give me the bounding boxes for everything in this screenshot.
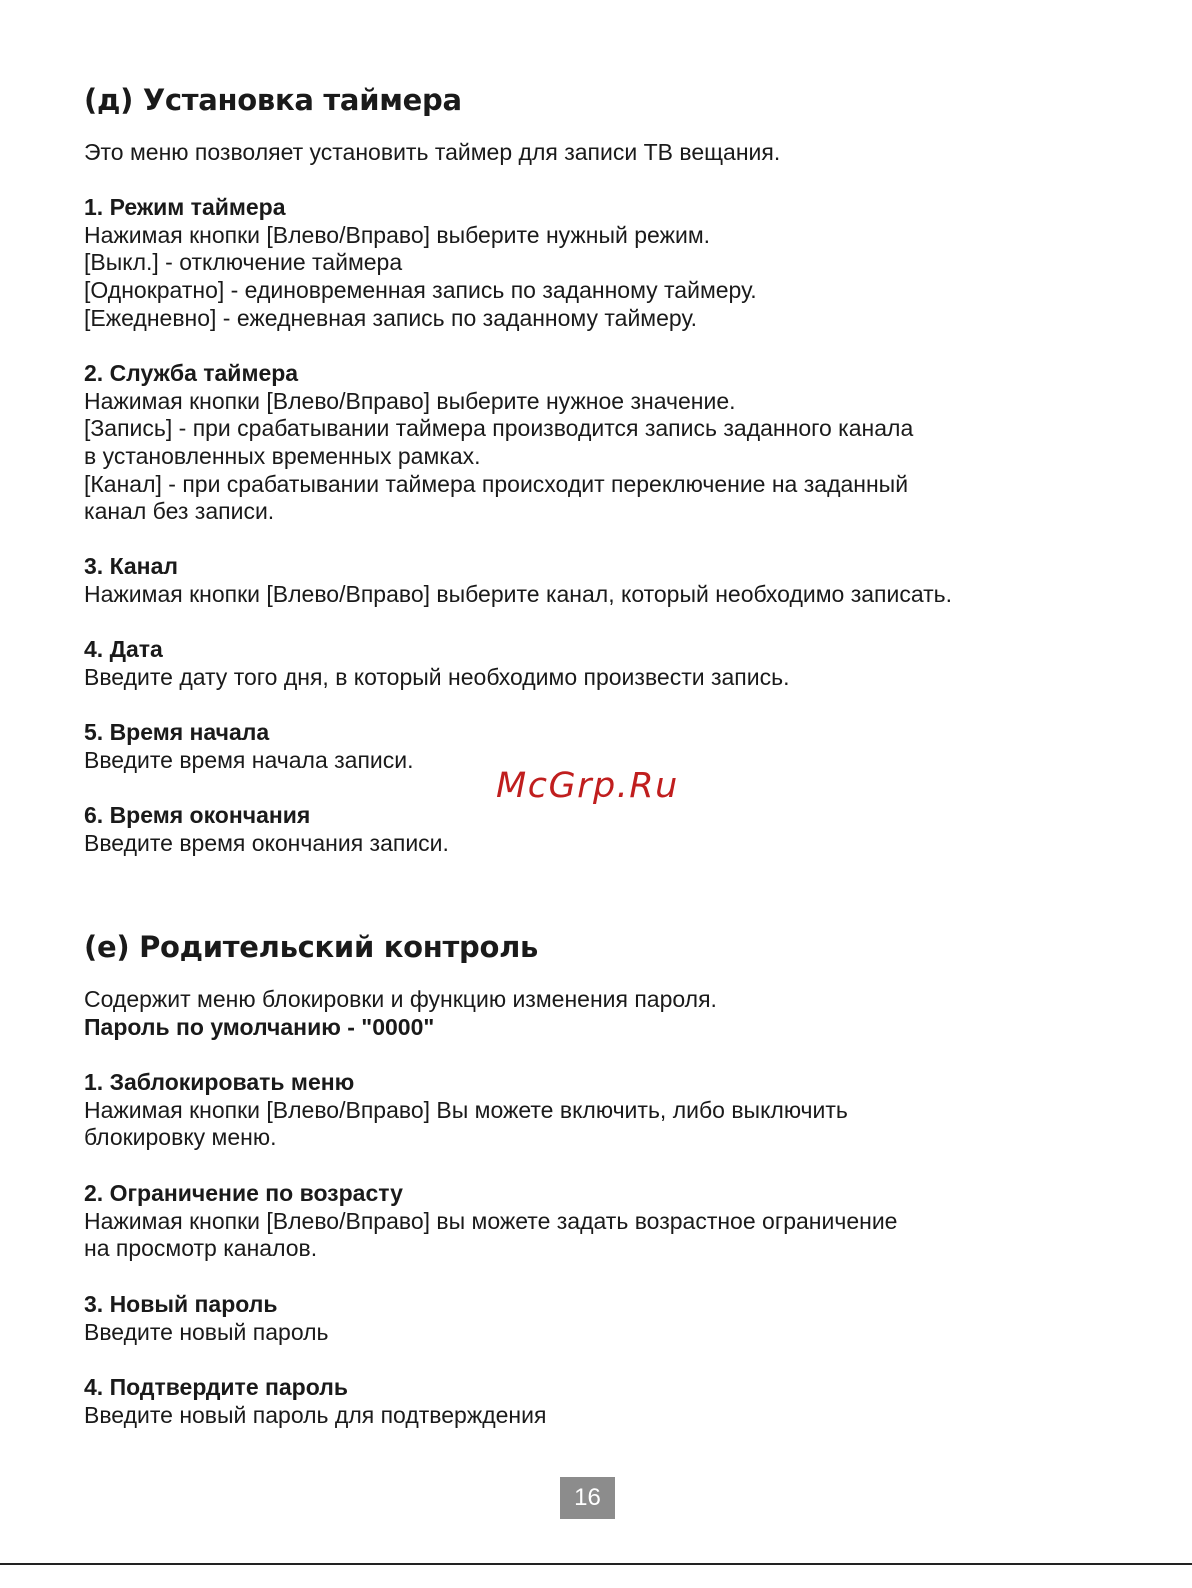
age-limit-block xyxy=(84,1180,897,1263)
item-heading: 4. Дата xyxy=(84,636,163,662)
end-time-block xyxy=(84,802,449,857)
page-number: 16 xyxy=(560,1477,615,1519)
section-d-intro: Это меню позволяет установить таймер для записи ТВ вещания. xyxy=(84,139,781,165)
start-time-block xyxy=(84,719,414,774)
item-line: Введите время окончания записи. xyxy=(84,829,449,856)
watermark-text: McGrp.Ru xyxy=(496,766,679,806)
item-line: [Ежедневно] - ежедневная запись по заданному таймеру. xyxy=(84,304,698,331)
item-line: Нажимая кнопки [Влево/Вправо] выберите нужное значение. xyxy=(84,387,736,414)
item-heading: 5. Время начала xyxy=(84,719,270,745)
item-heading: 2. Служба таймера xyxy=(84,360,299,386)
item-heading: 3. Канал xyxy=(84,553,178,579)
item-line: [Запись] - при срабатывании таймера производится запись заданного канала xyxy=(84,415,914,442)
confirm-password-block xyxy=(84,1374,546,1429)
item-line: Нажимая кнопки [Влево/Вправо] выберите нужный режим. xyxy=(84,221,711,248)
bottom-divider xyxy=(0,1563,1192,1565)
item-line: блокировку меню. xyxy=(84,1124,277,1151)
item-line: на просмотр каналов. xyxy=(84,1235,318,1262)
item-line: Нажимая кнопки [Влево/Вправо] вы можете задать возрастное ограничение xyxy=(84,1207,898,1234)
item-heading: 1. Заблокировать меню xyxy=(84,1069,355,1095)
item-line: канал без записи. xyxy=(84,498,275,525)
item-heading: 2. Ограничение по возрасту xyxy=(84,1180,403,1206)
item-heading: 1. Режим таймера xyxy=(84,194,286,220)
section-e-intro: Содержит меню блокировки и функцию изменения пароля. xyxy=(84,986,717,1012)
item-line: Нажимая кнопки [Влево/Вправо] Вы можете включить, либо выключить xyxy=(84,1096,848,1123)
channel-block xyxy=(84,553,952,608)
item-line: Введите новый пароль для подтверждения xyxy=(84,1401,547,1428)
item-line: Нажимая кнопки [Влево/Вправо] выберите канал, который необходимо записать. xyxy=(84,580,953,607)
timer-service-block xyxy=(84,360,913,526)
item-line: Введите дату того дня, в который необходимо произвести запись. xyxy=(84,663,790,690)
section-e-intro-block xyxy=(84,986,717,1041)
item-line: [Канал] - при срабатывании таймера происходит переключение на заданный xyxy=(84,470,909,497)
item-line: [Выкл.] - отключение таймера xyxy=(84,249,403,276)
section-d-title: (д) Установка таймера xyxy=(84,83,462,117)
item-line: Введите новый пароль xyxy=(84,1318,329,1345)
item-line: Введите время начала записи. xyxy=(84,746,414,773)
date-block xyxy=(84,636,790,691)
lock-menu-block xyxy=(84,1069,848,1152)
item-line: в установленных временных рамках. xyxy=(84,443,481,470)
item-heading: 6. Время окончания xyxy=(84,802,311,828)
section-e-title: (е) Родительский контроль xyxy=(84,930,539,964)
item-heading: 3. Новый пароль xyxy=(84,1291,278,1317)
item-heading: 4. Подтвердите пароль xyxy=(84,1374,348,1400)
new-password-block xyxy=(84,1291,329,1346)
item-line: [Однократно] - единовременная запись по заданному таймеру. xyxy=(84,277,757,304)
timer-mode-block xyxy=(84,194,757,332)
default-password-note: Пароль по умолчанию - "0000" xyxy=(84,1013,435,1040)
